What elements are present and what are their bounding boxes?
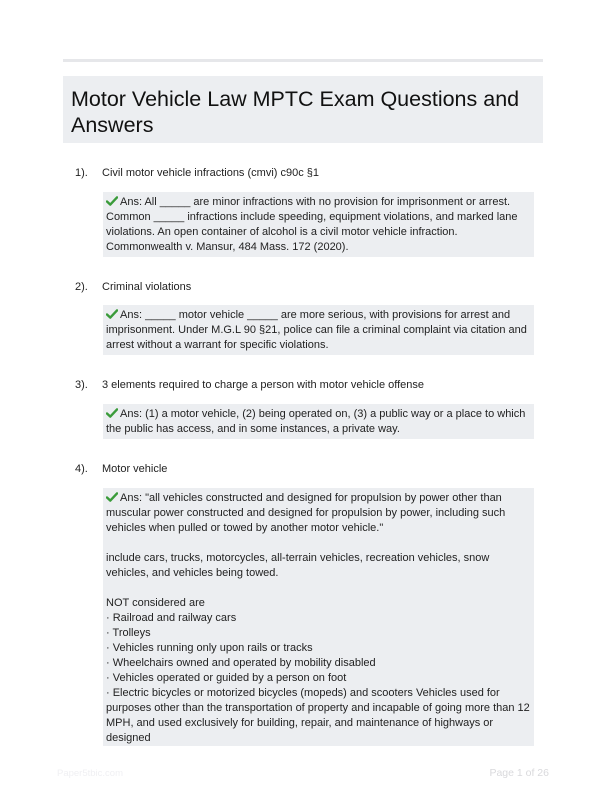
answer-list-item: · Trolleys bbox=[106, 627, 151, 639]
answer-4 bbox=[103, 488, 534, 746]
answer-list-heading: NOT considered are bbox=[106, 597, 205, 609]
answer-3 bbox=[103, 404, 534, 439]
question-text: 3 elements required to charge a person with motor vehicle offense bbox=[102, 379, 425, 391]
top-rule bbox=[63, 59, 543, 62]
answer-text: Ans: All _____ are minor infractions with no provision for imprisonment or arrest. Common _____ infractions include speeding, equipment violations, and marked lane violations. An open container of alcohol is a civil motor vehicle infraction. Commonwealth v. Mansur, 484 Mass. 172 (2020). bbox=[106, 196, 518, 253]
question-text: Motor vehicle bbox=[102, 463, 168, 475]
answer-text: Ans: _____ motor vehicle _____ are more serious, with provisions for arrest and imprisonment. Under M.G.L 90 §21, police can file a criminal complaint via citation and arrest without a warrant for specific violations. bbox=[106, 309, 527, 351]
answer-list-item: · Vehicles operated or guided by a person on foot bbox=[106, 672, 347, 684]
answer-intro bbox=[106, 491, 530, 536]
answer-list-item: · Vehicles running only upon rails or tracks bbox=[106, 642, 313, 654]
checkmark-icon bbox=[106, 408, 118, 418]
title-box bbox=[63, 76, 543, 143]
answer-list-item: · Wheelchairs owned and operated by mobility disabled bbox=[106, 657, 376, 669]
question-number: 3). bbox=[75, 379, 88, 391]
page-title: Motor Vehicle Law MPTC Exam Questions and Answers bbox=[71, 87, 520, 137]
answer-paragraph: include cars, trucks, motorcycles, all-terrain vehicles, recreation vehicles, snow vehicles, and vehicles being towed. bbox=[106, 552, 490, 579]
page-number: Page 1 of 26 bbox=[489, 767, 549, 779]
question-text: Criminal violations bbox=[102, 281, 192, 293]
question-text: Civil motor vehicle infractions (cmvi) c90c §1 bbox=[102, 167, 320, 179]
footer-brand: Paper5tbic.com bbox=[57, 768, 124, 779]
answer-1 bbox=[103, 192, 534, 257]
answer-intro-text: Ans: "all vehicles constructed and designed for propulsion by power other than muscular power constructed and designed for propulsion by power, including such vehicles when pulled or towed by another motor vehicle." bbox=[106, 492, 506, 534]
question-number: 2). bbox=[75, 281, 88, 293]
question-number: 4). bbox=[75, 463, 88, 475]
question-number: 1). bbox=[75, 167, 88, 179]
checkmark-icon bbox=[106, 309, 118, 319]
answer-list-item: · Railroad and railway cars bbox=[106, 612, 237, 624]
answer-2 bbox=[103, 305, 534, 355]
answer-list-item: · Electric bicycles or motorized bicycles (mopeds) and scooters Vehicles used for purposes other than the transportation of property and incapable of going more than 12 MPH, and used exclusively for building, repair, and maintenance of highways or designed bbox=[106, 687, 530, 744]
checkmark-icon bbox=[106, 196, 118, 206]
checkmark-icon bbox=[106, 492, 118, 502]
answer-text: Ans: (1) a motor vehicle, (2) being operated on, (3) a public way or a place to which the public has access, and in some instances, a private way. bbox=[106, 408, 526, 435]
